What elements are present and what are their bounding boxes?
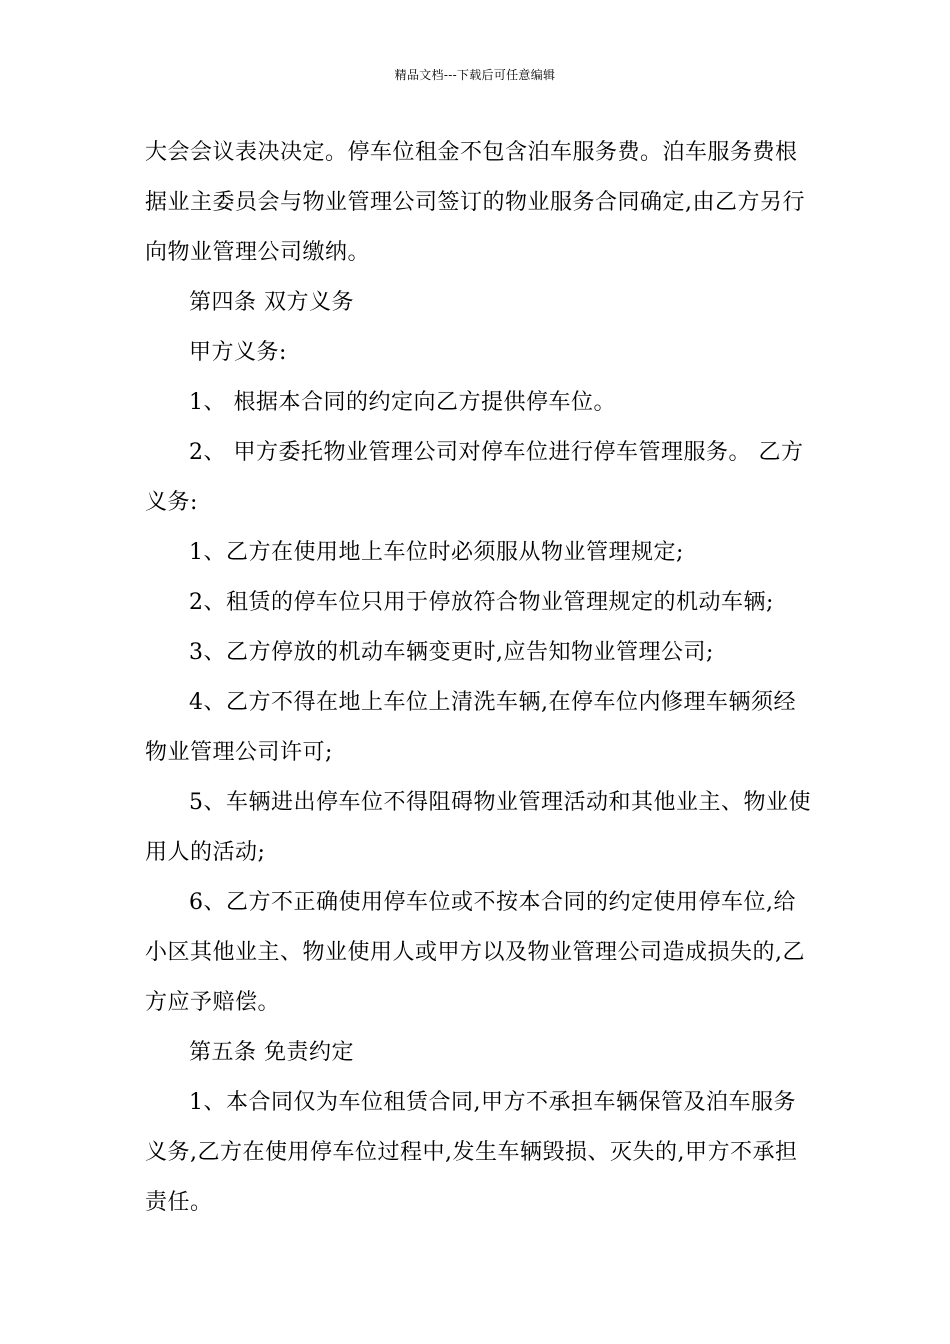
paragraph-line: 向物业管理公司缴纳。 bbox=[145, 240, 371, 265]
section-heading-4: 第四条 双方义务 bbox=[189, 290, 354, 315]
list-item: 2、 甲方委托物业管理公司对停车位进行停车管理服务。 乙方 bbox=[189, 440, 804, 465]
paragraph-line: 大会会议表决决定。停车位租金不包含泊车服务费。泊车服务费根 bbox=[145, 140, 798, 165]
party-b-obligations-heading: 义务: bbox=[145, 490, 198, 515]
list-item-continuation: 小区其他业主、物业使用人或甲方以及物业管理公司造成损失的,乙 bbox=[145, 940, 805, 965]
page-header: 精品文档---下载后可任意编辑 bbox=[394, 68, 556, 82]
list-item-continuation: 责任。 bbox=[145, 1190, 213, 1215]
list-item: 6、乙方不正确使用停车位或不按本合同的约定使用停车位,给 bbox=[189, 890, 796, 915]
list-item: 1、乙方在使用地上车位时必须服从物业管理规定; bbox=[189, 540, 684, 565]
party-a-obligations-heading: 甲方义务: bbox=[189, 340, 287, 365]
list-item: 3、乙方停放的机动车辆变更时,应告知物业管理公司; bbox=[189, 640, 714, 665]
list-item: 1、 根据本合同的约定向乙方提供停车位。 bbox=[189, 390, 616, 415]
paragraph-line: 据业主委员会与物业管理公司签订的物业服务合同确定,由乙方另行 bbox=[145, 190, 805, 215]
list-item-continuation: 用人的活动; bbox=[145, 840, 266, 865]
list-item: 1、本合同仅为车位租赁合同,甲方不承担车辆保管及泊车服务 bbox=[189, 1090, 796, 1115]
list-item-continuation: 物业管理公司许可; bbox=[145, 740, 333, 765]
list-item-continuation: 方应予赔偿。 bbox=[145, 990, 281, 1015]
list-item-continuation: 义务,乙方在使用停车位过程中,发生车辆毁损、灭失的,甲方不承担 bbox=[145, 1140, 798, 1165]
list-item: 2、租赁的停车位只用于停放符合物业管理规定的机动车辆; bbox=[189, 590, 774, 615]
list-item: 5、车辆进出停车位不得阻碍物业管理活动和其他业主、物业使 bbox=[189, 790, 811, 815]
list-item: 4、乙方不得在地上车位上清洗车辆,在停车位内修理车辆须经 bbox=[189, 690, 796, 715]
section-heading-5: 第五条 免责约定 bbox=[189, 1040, 354, 1065]
